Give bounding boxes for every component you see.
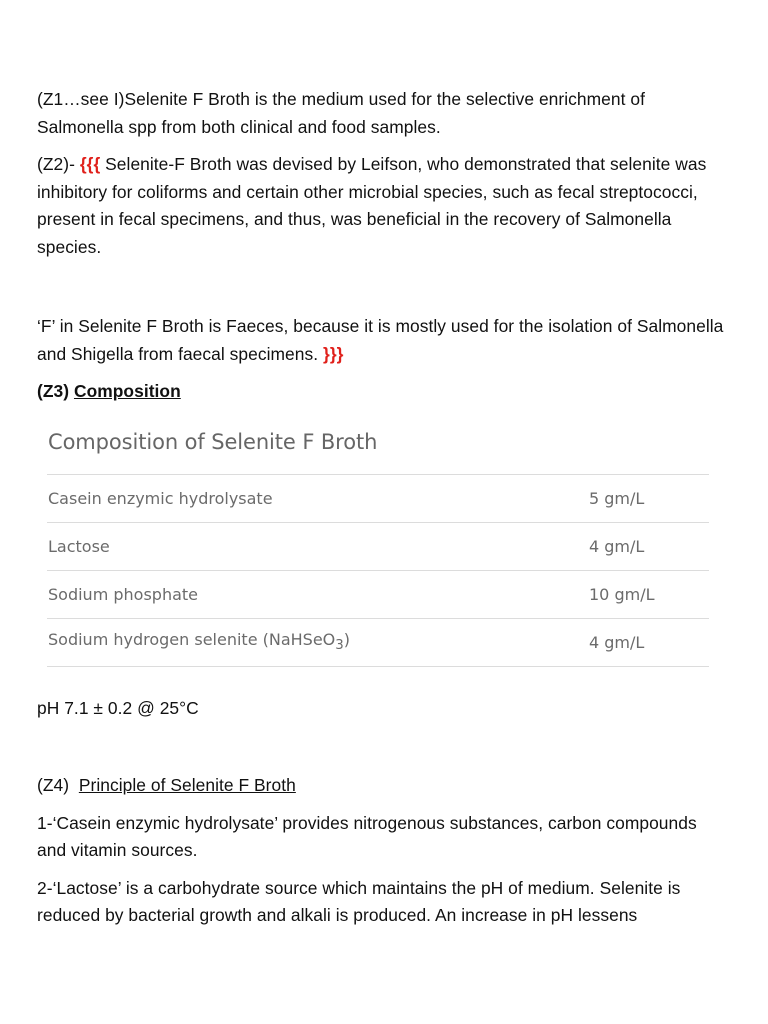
ingredient-end: ) — [343, 630, 350, 650]
section-z3-heading — [37, 378, 727, 406]
section-z4-label: (Z4) — [37, 775, 79, 795]
paragraph-z2 — [37, 151, 727, 261]
paragraph-faeces-text: ‘F’ in Selenite F Broth is Faeces, because it is mostly used for the isolation of Salmonella and Shigella from faecal specimens. — [37, 316, 724, 364]
document-page — [37, 86, 727, 940]
composition-table-title: Composition of Selenite F Broth — [48, 429, 378, 454]
composition-table — [47, 474, 709, 667]
composition-table-image — [47, 430, 709, 667]
paragraph-faeces — [37, 313, 727, 368]
spacer — [37, 271, 727, 313]
paragraph-z1-text: (Z1…see I)Selenite F Broth is the medium used for the selective enrichment of Salmonella spp from both clinical and food samples. — [37, 89, 645, 137]
section-z4-title: Principle of Selenite F Broth — [78, 775, 296, 795]
amount-cell: 4 gm/L — [589, 632, 645, 652]
amount-cell: 10 gm/L — [589, 584, 655, 604]
principle-paragraph-1-text: 1-‘Casein enzymic hydrolysate’ provides nitrogenous substances, carbon compounds and vitamin sources. — [37, 812, 697, 860]
paragraph-z1 — [37, 86, 727, 141]
ph-text: pH 7.1 ± 0.2 @ 25°C — [37, 697, 199, 718]
amount-cell: 4 gm/L — [589, 536, 645, 556]
section-z3-title: Composition — [73, 381, 181, 401]
section-z4-heading — [37, 772, 727, 800]
close-marker: }}} — [323, 343, 344, 364]
ingredient-subscript: 3 — [335, 638, 344, 654]
principle-paragraph-2 — [37, 875, 727, 930]
section-z3-label: (Z3) — [37, 381, 74, 401]
ingredient-cell: Casein enzymic hydrolysate — [48, 488, 273, 508]
ingredient-cell: Lactose — [48, 536, 110, 556]
ingredient-cell — [47, 618, 589, 666]
principle-paragraph-1 — [37, 810, 727, 865]
spacer — [37, 732, 727, 772]
ingredient-main: Sodium hydrogen selenite (NaHSeO — [48, 630, 336, 650]
paragraph-z2-prefix: (Z2)- — [37, 154, 80, 174]
ingredient-cell: Sodium phosphate — [48, 584, 198, 604]
table-row — [47, 522, 709, 570]
table-row — [47, 570, 709, 618]
ph-line — [37, 695, 727, 723]
amount-cell: 5 gm/L — [589, 488, 645, 508]
paragraph-z2-text: Selenite-F Broth was devised by Leifson, who demonstrated that selenite was inhibitory for coliforms and certain other microbial species, such as fecal streptococci, present in fecal specimens, and thus, was beneficial in the recovery of Salmonella species. — [37, 154, 707, 257]
table-row — [47, 618, 709, 666]
principle-paragraph-2-text: 2-‘Lactose’ is a carbohydrate source which maintains the pH of medium. Selenite is reduced by bacterial growth and alkali is produced. An increase in pH lessens — [37, 877, 681, 925]
open-marker: {{{ — [79, 154, 101, 174]
table-row — [47, 474, 709, 522]
